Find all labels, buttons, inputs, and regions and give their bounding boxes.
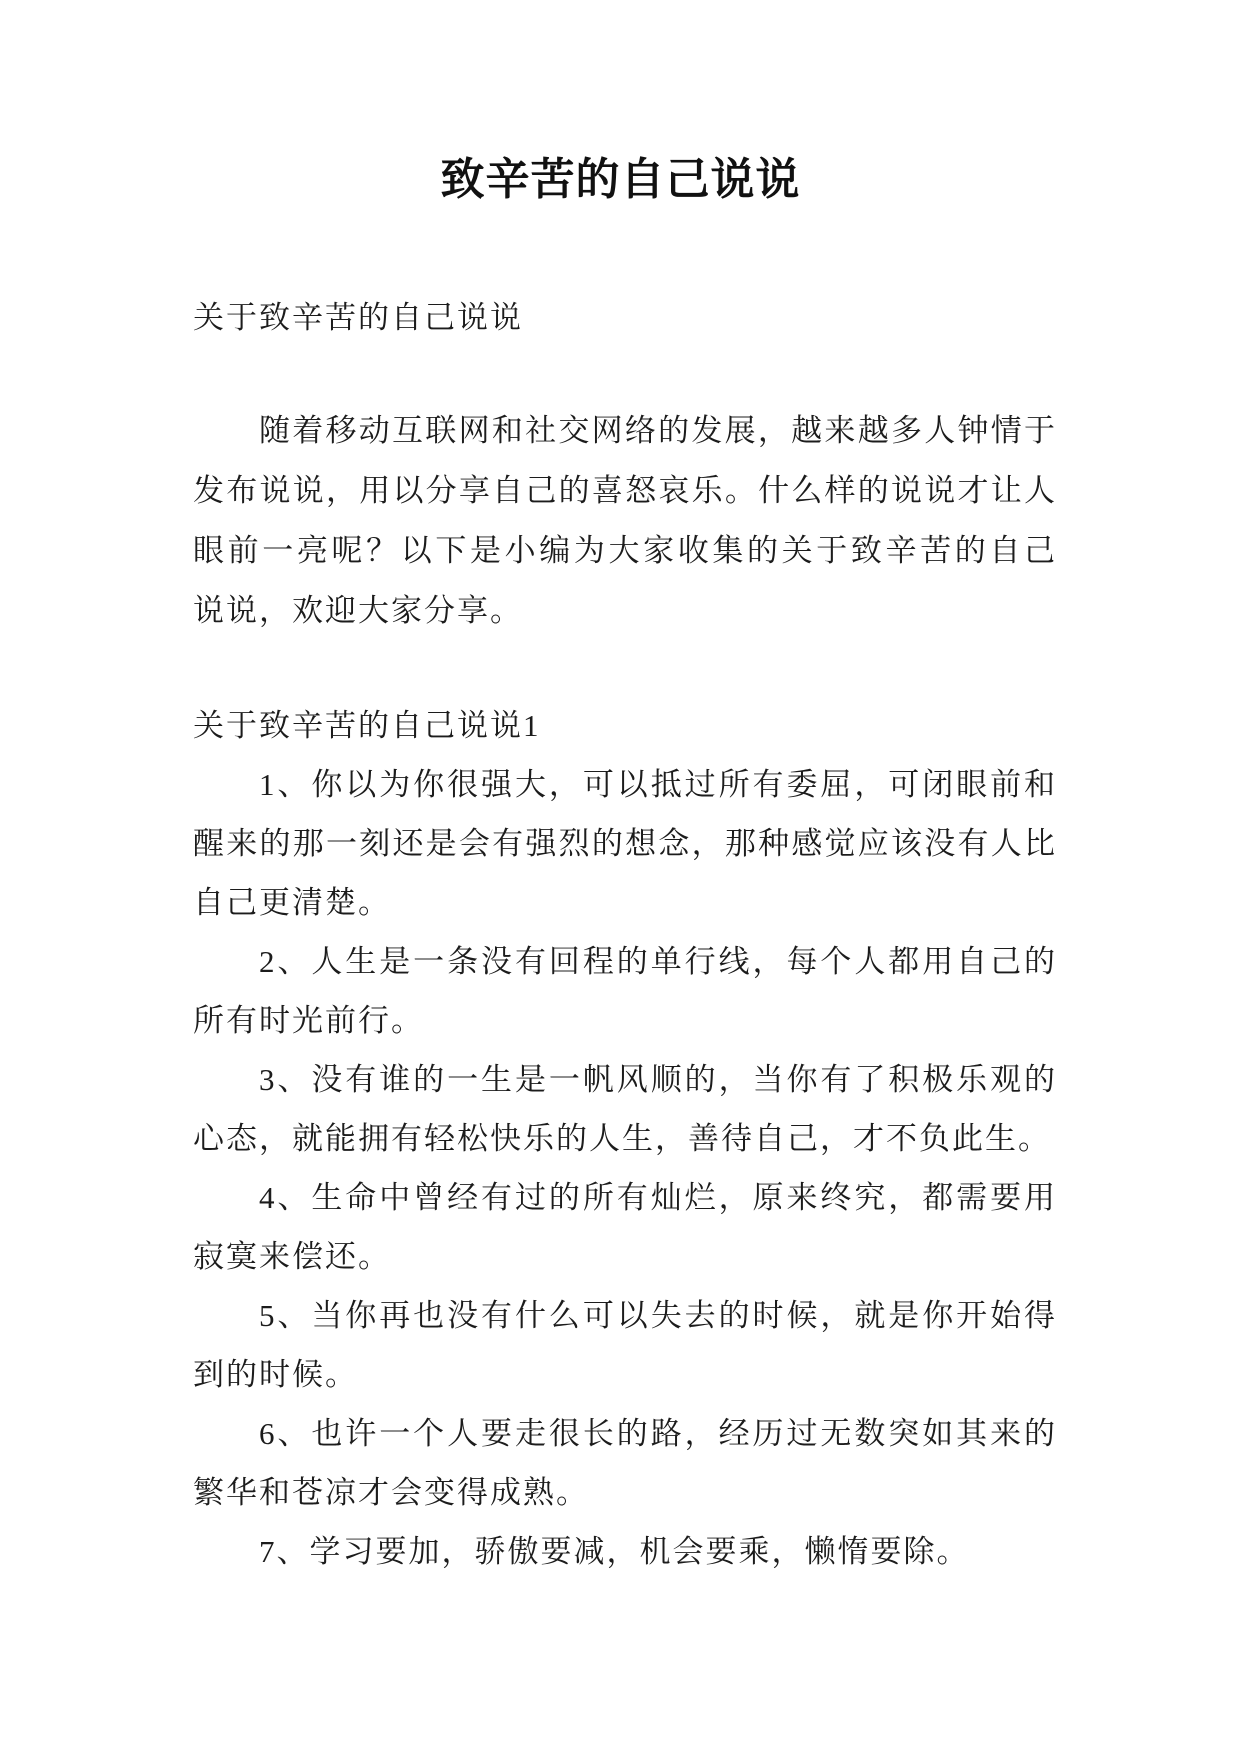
paragraph-line: 说说，欢迎大家分享。 <box>193 593 523 628</box>
list-item-line: 心态，就能拥有轻松快乐的人生，善待自己，才不负此生。 <box>193 1121 1051 1156</box>
list-item-line: 到的时候。 <box>193 1357 358 1392</box>
list-item-line: 醒来的那一刻还是会有强烈的想念，那种感觉应该没有人比 <box>193 826 1057 861</box>
list-item <box>193 1286 1057 1404</box>
list-item <box>193 755 1057 932</box>
list-item-line: 6、也许一个人要走很长的路，经历过无数突如其来的 <box>259 1416 1057 1451</box>
paragraph-line: 发布说说，用以分享自己的喜怒哀乐。什么样的说说才让人 <box>193 473 1057 508</box>
list-item-line: 寂寞来偿还。 <box>193 1239 391 1274</box>
list-item-line: 1、你以为你很强大，可以抵过所有委屈，可闭眼前和 <box>259 767 1057 802</box>
list-item-line: 自己更清楚。 <box>193 885 391 920</box>
list-item-line: 7、学习要加，骄傲要减，机会要乘，懒惰要除。 <box>259 1534 970 1569</box>
paragraph-line: 眼前一亮呢？以下是小编为大家收集的关于致辛苦的自己 <box>193 533 1057 568</box>
list-item <box>193 1404 1057 1522</box>
list-item-line: 所有时光前行。 <box>193 1003 424 1038</box>
list-item-line: 2、人生是一条没有回程的单行线，每个人都用自己的 <box>259 944 1057 979</box>
intro-heading: 关于致辛苦的自己说说 <box>193 300 523 335</box>
list-item <box>193 1522 1057 1581</box>
list-item-line: 3、没有谁的一生是一帆风顺的，当你有了积极乐观的 <box>259 1062 1057 1097</box>
list-item <box>193 932 1057 1050</box>
list-item-line: 4、生命中曾经有过的所有灿烂，原来终究，都需要用 <box>259 1180 1057 1215</box>
list-item <box>193 1168 1057 1286</box>
list-item <box>193 1050 1057 1168</box>
paragraph-line: 随着移动互联网和社交网络的发展，越来越多人钟情于 <box>259 413 1057 448</box>
list-item-line: 繁华和苍凉才会变得成熟。 <box>193 1475 589 1510</box>
list-item-line: 5、当你再也没有什么可以失去的时候，就是你开始得 <box>259 1298 1057 1333</box>
intro-paragraph <box>193 401 1057 641</box>
quote-list <box>193 755 1057 1581</box>
section-heading: 关于致辛苦的自己说说1 <box>193 708 541 743</box>
page-title: 致辛苦的自己说说 <box>440 155 801 204</box>
